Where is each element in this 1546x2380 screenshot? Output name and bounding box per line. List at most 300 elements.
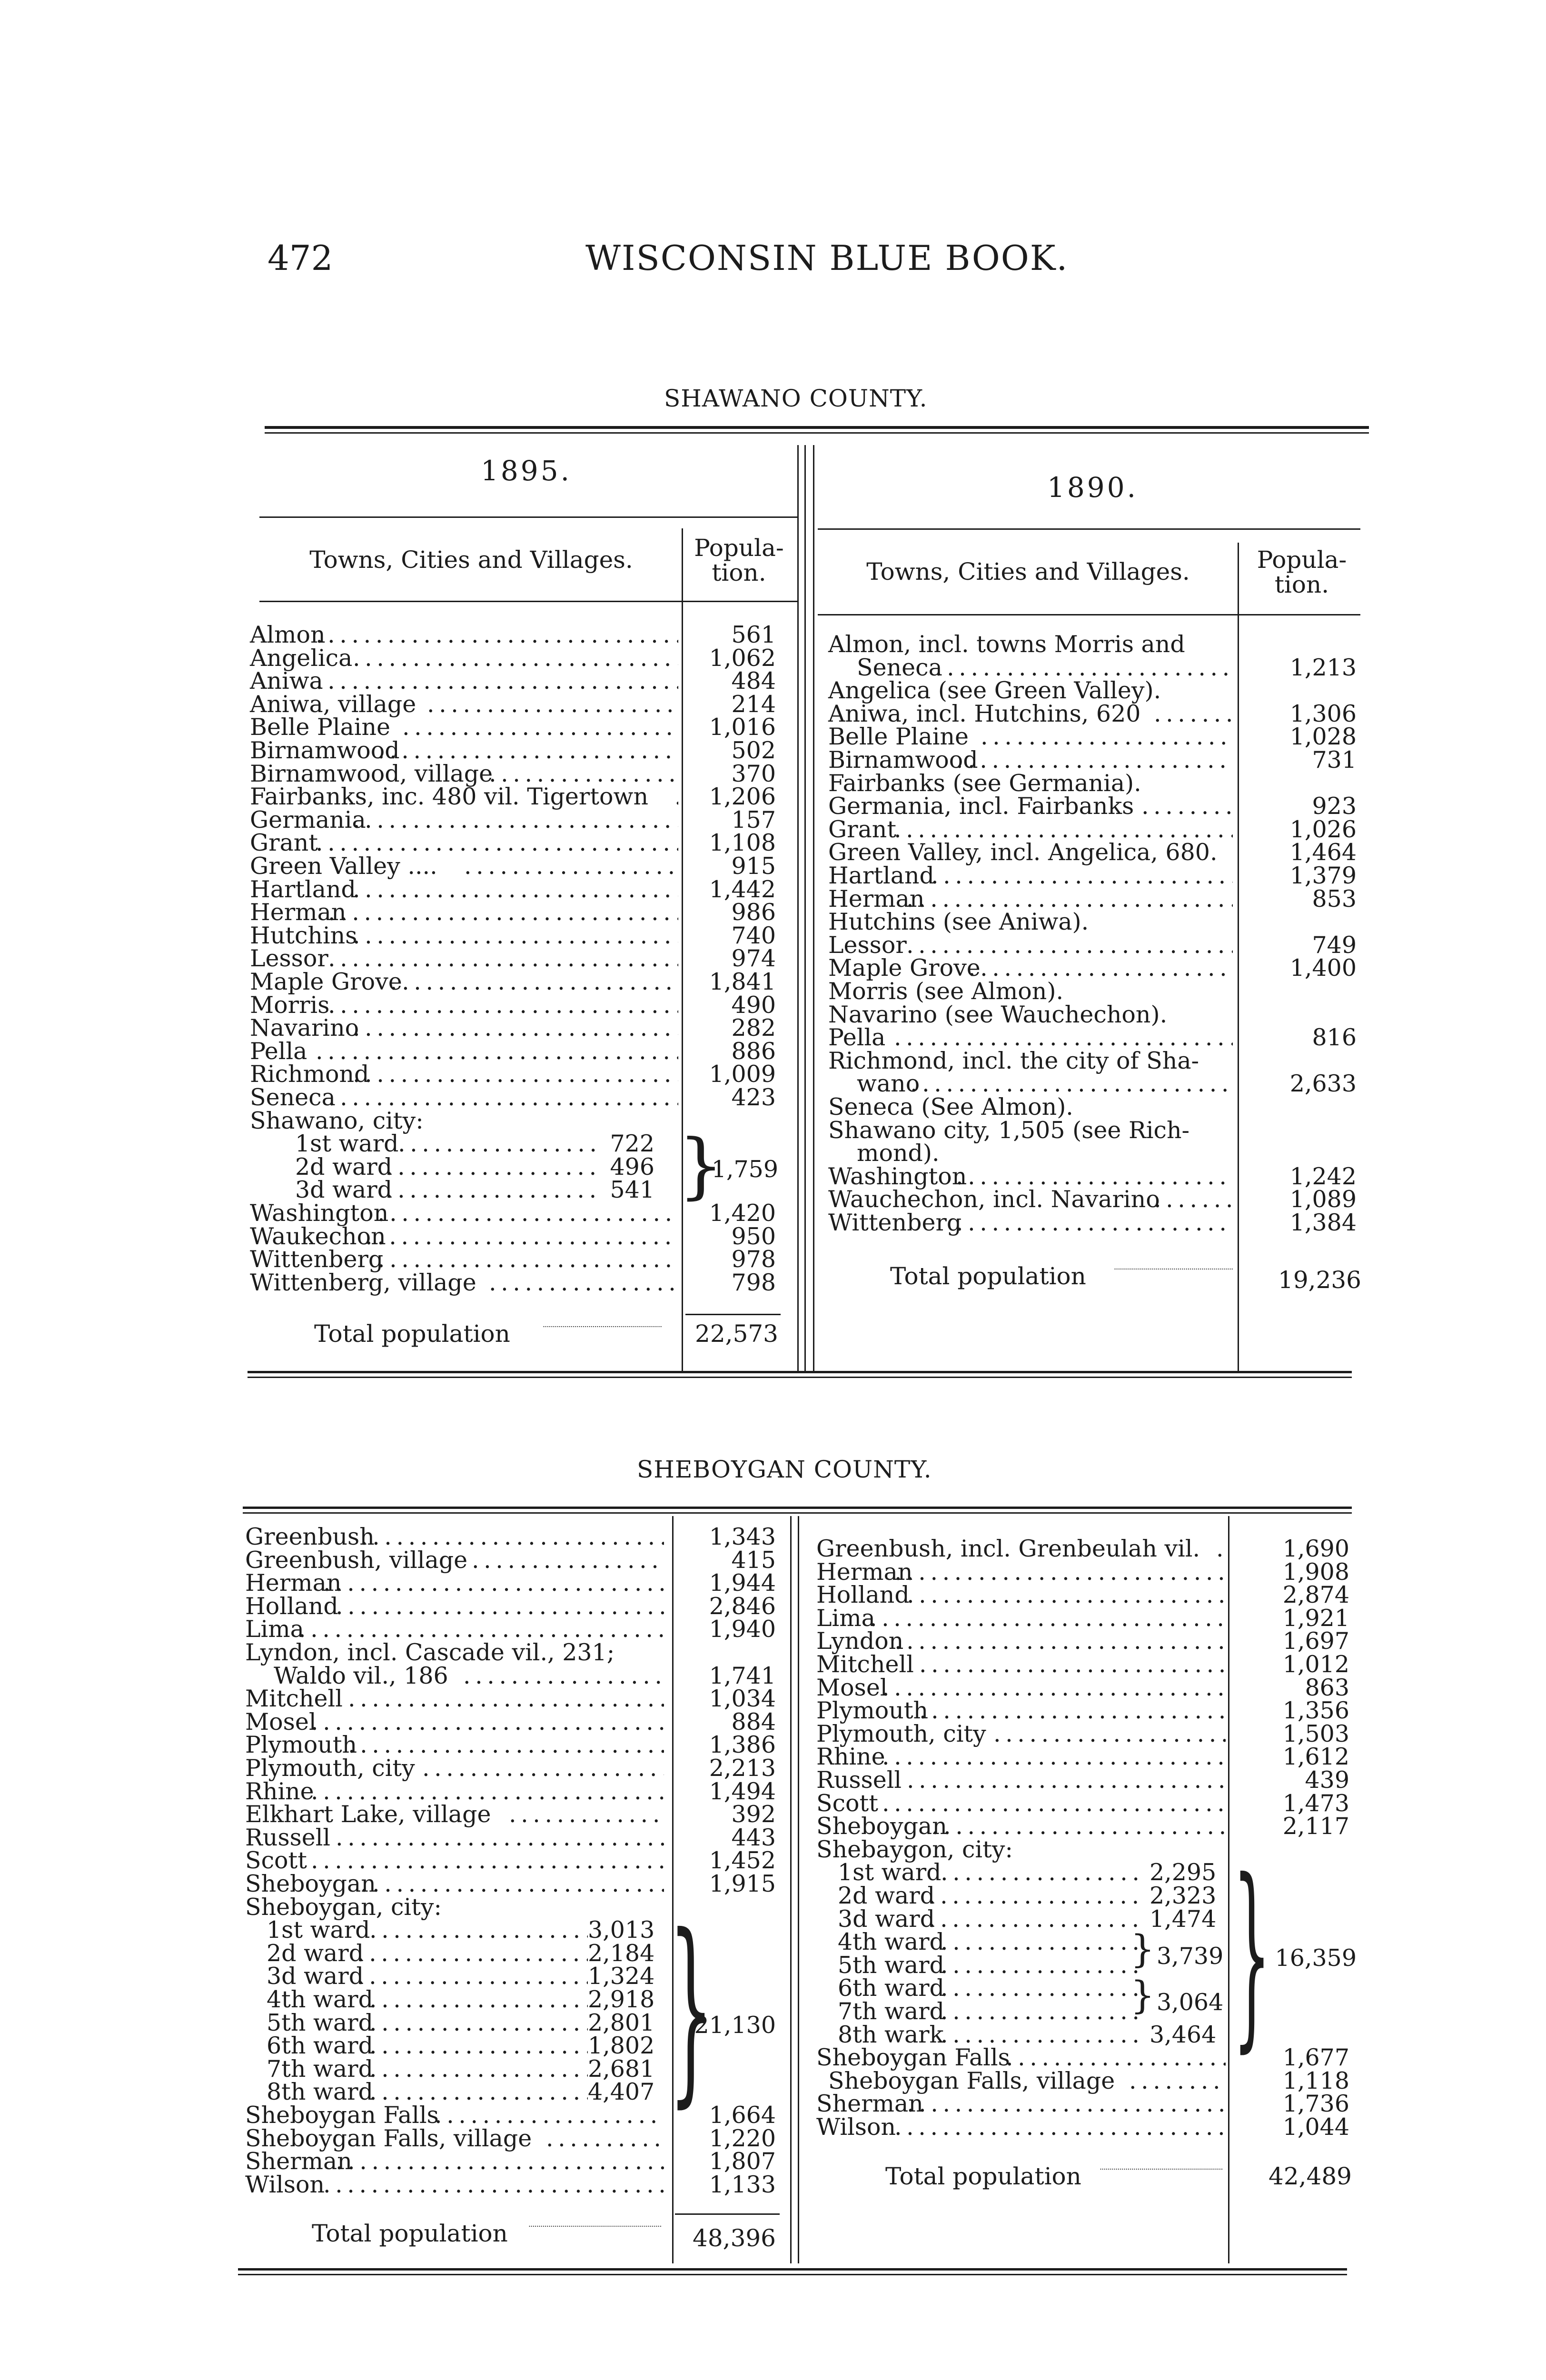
entry-name: Hutchins <box>250 922 357 949</box>
entry-name: Mosel <box>245 1708 317 1735</box>
brace-icon: } <box>1130 1973 1155 2018</box>
list-item <box>816 1581 1354 1609</box>
entry-value: 1,677 <box>1282 2044 1349 2072</box>
entry-value: 541 <box>610 1176 654 1204</box>
entry-value: 749 <box>1312 931 1357 959</box>
leader-dots <box>328 947 678 970</box>
entry-value: 1,473 <box>1282 1789 1349 1817</box>
leader-dots <box>935 656 1233 679</box>
entry-value: 1,089 <box>1289 1186 1357 1213</box>
leader-dots <box>353 1063 678 1086</box>
entry-value: 884 <box>731 1708 776 1735</box>
leader-dots <box>365 1225 678 1248</box>
entry-value: 1,324 <box>588 1963 655 1990</box>
leader-dots <box>509 1803 664 1826</box>
leader-dots <box>316 832 678 854</box>
list-item <box>828 1162 1361 1190</box>
entry-name: Wittenberg <box>828 1209 962 1236</box>
sheboygan-bottom-rule <box>238 2268 1347 2271</box>
sheboygan-left-total-label: Total population <box>312 2220 508 2247</box>
entry-value: 4,407 <box>588 2078 655 2106</box>
list-item <box>816 1720 1354 1747</box>
leader-dots <box>1006 2046 1226 2069</box>
entry-name: Seneca (See Almon). <box>828 1093 1073 1121</box>
ward-row <box>816 1905 1354 1933</box>
entry-name: Waukechon <box>250 1222 386 1250</box>
entry-value: 1,464 <box>1289 839 1357 866</box>
entry-name: Fairbanks, inc. 480 vil. Tigertown <box>250 783 649 811</box>
entry-value: 886 <box>731 1037 776 1065</box>
entry-name: Morris (see Almon). <box>828 978 1064 1005</box>
leader-dots <box>928 1908 1145 1931</box>
entry-value: 1,420 <box>709 1200 776 1227</box>
list-item <box>245 1641 783 1664</box>
entry-name: 7th ward <box>267 2055 373 2082</box>
entry-name: Rhine <box>245 1777 314 1805</box>
entry-value: 798 <box>731 1269 776 1296</box>
entry-value: 1,306 <box>1289 700 1357 727</box>
leader-dots <box>348 1687 664 1710</box>
leader-dots <box>464 855 678 878</box>
entry-name: 8th ward <box>267 2078 373 2106</box>
entry-name: 5th ward <box>267 2009 373 2036</box>
entry-name: Hutchins (see Aniwa). <box>828 908 1089 936</box>
leader-dots <box>870 1607 1226 1630</box>
list-item <box>816 1537 1354 1560</box>
shawano-center-rule-c <box>813 445 814 1371</box>
list-item <box>245 1569 783 1597</box>
list-item <box>816 2067 1354 2094</box>
entry-value: 1,206 <box>709 783 776 811</box>
entry-name: Wilson <box>816 2113 896 2141</box>
ward-row <box>816 2000 1354 2023</box>
sheboygan-center-rule-b <box>798 1516 799 2263</box>
entry-value: 423 <box>731 1084 776 1111</box>
leader-dots <box>941 1977 1145 2000</box>
shawano-wards-total: 1,759 <box>711 1155 778 1183</box>
entry-name: Lessor <box>828 931 907 959</box>
leader-dots <box>316 1040 678 1063</box>
list-item <box>250 947 788 970</box>
leader-dots <box>298 1618 664 1641</box>
list-item <box>245 1826 783 1849</box>
leader-dots <box>360 1873 664 1895</box>
ward-row <box>816 2023 1354 2046</box>
shawano-left-year: 1895. <box>481 455 572 487</box>
entry-value: 1,343 <box>709 1523 776 1550</box>
entry-name: Almon, incl. towns Morris and <box>828 631 1185 658</box>
list-item <box>816 2090 1354 2118</box>
entry-name: Aniwa, village <box>250 690 416 718</box>
entry-name: Aniwa, incl. Hutchins, 620 <box>828 700 1141 727</box>
leader-dots <box>1154 1188 1233 1211</box>
entry-name: Maple Grove <box>828 954 981 982</box>
list-item <box>250 968 788 995</box>
entry-value: 974 <box>731 945 776 972</box>
brace-icon: } <box>669 1893 714 2126</box>
entry-name: Wittenberg, village <box>250 1269 476 1296</box>
list-item <box>250 1037 788 1065</box>
entry-name: 2d ward <box>295 1153 393 1180</box>
list-item <box>828 908 1361 936</box>
entry-name: 6th ward <box>838 1974 944 2002</box>
entry-name: Scott <box>816 1789 878 1817</box>
list-item <box>245 1685 783 1713</box>
page-title: WISCONSIN BLUE BOOK. <box>585 238 1069 278</box>
leader-dots <box>336 2150 664 2173</box>
list-item <box>828 769 1361 797</box>
list-item <box>250 621 788 648</box>
list-item <box>245 1757 783 1780</box>
entry-name: Morris <box>250 991 330 1019</box>
shawano-bottom-rule-thin <box>248 1377 1352 1378</box>
entry-name: Aniwa <box>250 667 323 695</box>
list-item <box>816 1815 1354 1838</box>
entry-name: 7th ward <box>838 1998 944 2025</box>
entry-value: 282 <box>731 1014 776 1042</box>
entry-value: 392 <box>731 1801 776 1828</box>
list-item <box>828 1188 1361 1211</box>
entry-value: 1,915 <box>709 1870 776 1897</box>
shawano-top-rule-thin <box>265 432 1369 434</box>
leader-dots <box>369 1988 588 2011</box>
entry-name: Herman <box>816 1558 913 1586</box>
entry-value: 2,918 <box>588 1986 655 2013</box>
entry-name: Sheboygan Falls, village <box>245 2124 532 2152</box>
list-item <box>245 1546 783 1574</box>
leader-dots <box>348 1734 664 1756</box>
entry-name: Birnamwood <box>828 746 978 774</box>
list-item <box>828 633 1361 656</box>
entry-name: 4th ward <box>838 1928 944 1956</box>
shawano-right-year: 1890. <box>1047 471 1139 504</box>
entry-name: Hartland <box>828 862 934 889</box>
entry-name: Sheboygan <box>245 1870 376 1897</box>
entry-name: 4th ward <box>267 1986 373 2013</box>
shawano-county-title: SHAWANO COUNTY. <box>664 385 928 412</box>
leader-dots <box>674 785 678 808</box>
entry-name: Birnamwood, village <box>250 760 493 787</box>
list-item <box>250 1063 788 1086</box>
entry-value: 978 <box>731 1246 776 1273</box>
entry-value: 923 <box>1312 793 1357 820</box>
entry-name: 1st ward <box>838 1859 941 1886</box>
list-item <box>245 2173 783 2196</box>
leader-dots <box>882 1676 1226 1699</box>
entry-value: 502 <box>731 737 776 764</box>
list-item <box>828 954 1361 982</box>
entry-value: 1,026 <box>1289 815 1357 843</box>
leader-dots <box>941 1861 1145 1884</box>
entry-name: Richmond <box>250 1061 369 1088</box>
entry-name: Navarino <box>250 1014 359 1042</box>
brace-icon: } <box>1233 1837 1271 2071</box>
entry-value: 1,452 <box>709 1847 776 1874</box>
leader-dots <box>882 1745 1226 1768</box>
entry-value: 1,664 <box>709 2102 776 2129</box>
leader-dots <box>328 901 678 924</box>
page-number: 472 <box>268 238 333 278</box>
list-item <box>250 1014 788 1042</box>
entry-value: 1,612 <box>1282 1743 1349 1771</box>
entry-name: Lyndon, incl. Cascade vil., 231; <box>245 1639 615 1666</box>
list-item <box>828 723 1361 751</box>
entry-value: 731 <box>1312 746 1357 774</box>
entry-name: Shawano, city: <box>250 1107 424 1134</box>
list-item <box>245 1777 783 1805</box>
entry-name: Plymouth, city <box>245 1755 415 1782</box>
entry-name: Hartland <box>250 875 356 903</box>
entry-name: Green Valley .... <box>250 853 437 880</box>
list-item <box>250 716 788 739</box>
entry-name: 3d ward <box>267 1963 364 1990</box>
list-item <box>250 1271 788 1294</box>
sheboygan-right-total-label: Total population <box>885 2162 1081 2190</box>
list-item <box>245 1803 783 1826</box>
leader-dots <box>353 809 678 832</box>
entry-name: Waldo vil., 186 <box>274 1662 448 1689</box>
leader-dots <box>1154 703 1233 725</box>
leader-dots <box>353 924 678 947</box>
entry-value: 157 <box>731 806 776 833</box>
entry-name: Seneca <box>857 654 942 681</box>
entry-value: 1,213 <box>1289 654 1357 681</box>
leader-dots <box>894 1630 1226 1653</box>
list-item <box>250 924 788 947</box>
leader-dots <box>894 2116 1226 2139</box>
list-item <box>250 1248 788 1271</box>
list-item <box>828 885 1361 912</box>
leader-dots <box>316 624 678 646</box>
leader-dots <box>353 647 678 670</box>
list-item <box>250 1222 788 1250</box>
entry-name: 1st ward <box>267 1916 370 1944</box>
leader-dots <box>336 1595 664 1618</box>
shawano-bottom-rule <box>248 1371 1352 1373</box>
entry-value: 816 <box>1312 1024 1357 1051</box>
sheboygan-left-total-dots <box>528 2220 662 2242</box>
entry-name: Lyndon <box>816 1627 904 1655</box>
shawano-right-header-rule <box>818 614 1360 615</box>
entry-value: 2,801 <box>588 2009 655 2036</box>
shawano-right-total-value: 19,236 <box>1278 1266 1361 1294</box>
shawano-right-col-name: Towns, Cities and Villages. <box>866 558 1190 585</box>
entry-value: 1,736 <box>1282 2090 1349 2118</box>
list-item <box>250 806 788 833</box>
entry-name: 2d ward <box>838 1882 935 1909</box>
shawano-left-total-value: 22,573 <box>695 1320 778 1348</box>
leader-dots <box>369 2081 588 2103</box>
leader-dots <box>919 1653 1226 1676</box>
leader-dots <box>336 1826 664 1849</box>
entry-value: 915 <box>731 853 776 880</box>
entry-name: Sheboygan Falls <box>816 2044 1010 2072</box>
entry-name: Russell <box>245 1824 331 1851</box>
leader-dots <box>1141 795 1233 818</box>
entry-name: 2d ward <box>267 1939 364 1967</box>
entry-value: 496 <box>610 1153 654 1180</box>
entry-value: 1,697 <box>1282 1627 1349 1655</box>
entry-name: Plymouth, city <box>816 1720 986 1747</box>
entry-name: Mosel <box>816 1674 888 1701</box>
shawano-center-rule-b <box>804 445 806 1371</box>
entry-name: Greenbush, incl. Grenbeulah vil. <box>816 1535 1200 1562</box>
leader-dots <box>316 670 678 693</box>
entry-name: Sheboygan, city: <box>245 1893 442 1921</box>
list-item <box>816 2044 1354 2072</box>
entry-value: 740 <box>731 922 776 949</box>
entry-value: 1,384 <box>1289 1209 1357 1236</box>
list-item <box>828 795 1361 818</box>
entry-name: 1st ward <box>295 1130 399 1158</box>
shawano-right-total-label: Total population <box>890 1262 1086 1290</box>
list-item <box>828 1116 1361 1144</box>
list-item <box>245 1662 783 1689</box>
entry-value: 2,323 <box>1150 1882 1217 1909</box>
entry-name: Scott <box>245 1847 307 1874</box>
sheboygan-wards-total: 21,130 <box>694 2011 776 2039</box>
entry-value: 1,009 <box>709 1061 776 1088</box>
entry-name: 3d ward <box>838 1905 935 1933</box>
sheboygan-right-total-dots <box>1100 2162 1223 2185</box>
leader-dots <box>402 716 678 739</box>
shawano-left-total-label: Total population <box>314 1320 510 1348</box>
entry-name: Green Valley, incl. Angelica, 680. <box>828 839 1218 866</box>
list-item <box>245 1523 783 1550</box>
leader-dots <box>328 994 678 1017</box>
sheboygan-left-total-value: 48,396 <box>693 2224 776 2252</box>
leader-dots <box>941 2000 1145 2023</box>
list-item <box>828 1026 1361 1049</box>
leader-dots <box>435 2104 664 2127</box>
entry-value: 1,400 <box>1289 954 1357 982</box>
entry-value: 443 <box>731 1824 776 1851</box>
list-item <box>828 841 1361 864</box>
list-item <box>250 855 788 878</box>
leader-dots <box>353 1017 678 1040</box>
shawano-right-year-rule <box>818 528 1360 530</box>
entry-name: wano <box>857 1070 920 1098</box>
entry-name: Shawano city, 1,505 (see Rich- <box>828 1116 1190 1144</box>
entry-name: Almon <box>250 621 326 648</box>
entry-name: Sherman <box>245 2148 352 2175</box>
entry-name: Shebaygon, city: <box>816 1835 1013 1863</box>
entry-value: 1,108 <box>709 829 776 857</box>
ward-row <box>816 1884 1354 1907</box>
entry-value: 1,118 <box>1282 2067 1349 2094</box>
leader-dots <box>931 864 1233 887</box>
entry-name: Plymouth <box>245 1731 357 1759</box>
entry-value: 1,741 <box>709 1662 776 1689</box>
entry-value: 1,220 <box>709 2124 776 2152</box>
entry-name: Richmond, incl. the city of Sha- <box>828 1047 1199 1074</box>
list-item <box>250 991 788 1019</box>
entry-name: 5th ward <box>838 1951 944 1979</box>
entry-name: 6th ward <box>267 2032 373 2060</box>
leader-dots <box>932 1815 1226 1838</box>
leader-dots <box>369 2034 588 2057</box>
entry-value: 2,184 <box>588 1939 655 1967</box>
leader-dots <box>369 2058 588 2081</box>
entry-name: Wauchechon, incl. Navarino <box>828 1186 1160 1213</box>
leader-dots <box>956 1211 1233 1234</box>
entry-value: 2,874 <box>1282 1581 1349 1609</box>
leader-dots <box>919 1699 1226 1722</box>
leader-dots <box>328 1086 678 1109</box>
leader-dots <box>353 878 678 901</box>
leader-dots <box>369 2012 588 2034</box>
list-item <box>245 1592 783 1620</box>
leader-dots <box>377 739 678 762</box>
sheboygan-center-rule-a <box>790 1516 792 2263</box>
entry-name: Herman <box>828 885 925 912</box>
entry-value: 1,503 <box>1282 1720 1349 1747</box>
list-item <box>245 1708 783 1735</box>
entry-value: 3,013 <box>588 1916 655 1944</box>
entry-name: Grant <box>250 829 318 857</box>
list-item <box>250 829 788 857</box>
shawano-top-rule <box>265 426 1369 429</box>
entry-name: Seneca <box>250 1084 336 1111</box>
entry-value: 2,117 <box>1282 1813 1349 1840</box>
entry-value: 1,242 <box>1289 1162 1357 1190</box>
entry-name: Greenbush <box>245 1523 375 1550</box>
leader-dots <box>906 934 1233 957</box>
list-item <box>816 1835 1354 1863</box>
list-item <box>828 1003 1361 1026</box>
shawano-right-total-dots <box>1114 1262 1233 1285</box>
list-item <box>816 1627 1354 1655</box>
leader-dots <box>941 1931 1145 1954</box>
leader-dots <box>323 2173 664 2196</box>
list-item <box>828 980 1361 1003</box>
sheboygan-right-pair-45: 3,739 <box>1157 1942 1224 1970</box>
entry-name: Lima <box>245 1616 304 1643</box>
entry-value: 1,908 <box>1282 1558 1349 1586</box>
leader-dots <box>422 1757 664 1780</box>
entry-name: Rhine <box>816 1743 885 1771</box>
entry-value: 1,028 <box>1289 723 1357 751</box>
entry-value: 484 <box>731 667 776 695</box>
entry-value: 561 <box>731 621 776 648</box>
sheboygan-bottom-rule-thin <box>238 2274 1347 2275</box>
sheboygan-top-rule <box>243 1507 1352 1509</box>
entry-value: 863 <box>1305 1674 1349 1701</box>
list-item <box>816 1697 1354 1725</box>
entry-value: 1,802 <box>588 2032 655 2060</box>
entry-name: Grant <box>828 815 897 843</box>
entry-name: Angelica <box>250 644 353 672</box>
entry-name: Herman <box>245 1569 342 1597</box>
leader-dots <box>928 1884 1145 1907</box>
entry-name: Wittenberg <box>250 1246 384 1273</box>
entry-name: Pella <box>828 1024 886 1051</box>
leader-dots <box>941 2023 1145 2046</box>
entry-value: 1,841 <box>709 968 776 995</box>
entry-name: Birnamwood <box>250 737 400 764</box>
list-item <box>816 1653 1354 1676</box>
list-item <box>250 690 788 718</box>
leader-dots <box>907 2092 1226 2115</box>
entry-name: 3d ward <box>295 1176 393 1204</box>
entry-value: 722 <box>610 1130 654 1158</box>
list-item <box>250 760 788 787</box>
leader-dots <box>386 1156 602 1179</box>
leader-dots <box>956 1165 1233 1188</box>
leader-dots <box>882 1792 1226 1815</box>
entry-name: Elkhart Lake, village <box>245 1801 491 1828</box>
leader-dots <box>489 763 678 785</box>
